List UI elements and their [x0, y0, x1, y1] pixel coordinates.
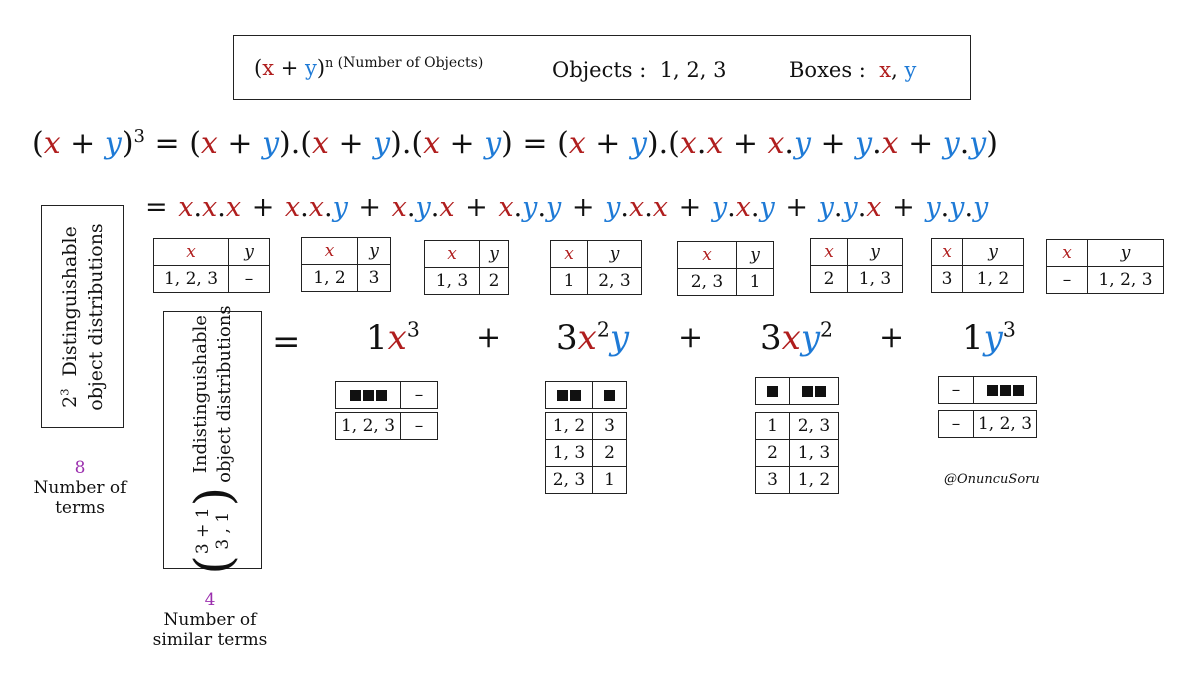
- header-y: y: [358, 238, 391, 265]
- ball-icon: [1000, 385, 1011, 396]
- plus-sign: +: [476, 320, 502, 355]
- plus: +: [561, 192, 606, 223]
- ball-icon: [767, 386, 778, 397]
- header-x: x: [932, 239, 963, 266]
- watermark: @OnuncuSoru: [944, 472, 1040, 487]
- ball-icon: [815, 386, 826, 397]
- ball-icon: [557, 390, 568, 401]
- collected-term: $3xy^2$: [760, 317, 834, 358]
- cell-y: 3: [593, 413, 627, 440]
- coefficient: 1: [962, 318, 984, 358]
- product-term: y.x.y: [711, 192, 775, 223]
- collected-term: $3x^2y$: [556, 317, 630, 358]
- objects-value: 1, 2, 3: [659, 58, 727, 82]
- block-table: [545, 381, 627, 409]
- distribution-table: [301, 237, 391, 292]
- product-term: x.y.x: [391, 192, 455, 223]
- header-x: x: [678, 242, 737, 269]
- block-table: [938, 376, 1037, 404]
- assignment-table: [545, 412, 627, 494]
- objects-label: Objects : 1, 2, 3: [552, 58, 727, 82]
- distribution-table: [931, 238, 1024, 293]
- terms-count-value: 8: [74, 458, 86, 478]
- y-blocks: [790, 378, 839, 405]
- x-blocks: –: [939, 377, 974, 404]
- header-y: y: [229, 239, 270, 266]
- plus: +: [347, 192, 392, 223]
- cell-x: 1, 2, 3: [154, 266, 229, 293]
- cell-y: –: [401, 413, 438, 440]
- cell-y: 2: [480, 268, 509, 295]
- x-blocks: [546, 382, 593, 409]
- plus: +: [668, 192, 712, 223]
- boxes-label: Boxes : x, y: [789, 58, 917, 82]
- ball-icon: [570, 390, 581, 401]
- distribution-table: [810, 238, 903, 293]
- cell-x: 1, 2: [546, 413, 593, 440]
- indistinguishable-label-1: Indistinguishable: [189, 315, 211, 474]
- similar-terms-count-value: 4: [204, 590, 216, 610]
- header-y: y: [963, 239, 1024, 266]
- header-x: x: [1047, 240, 1088, 267]
- cell-y: 1: [737, 269, 774, 296]
- header-x: x: [154, 239, 229, 266]
- cell-x: 3: [756, 467, 790, 494]
- header-y: y: [588, 241, 642, 268]
- header-y: y: [1088, 240, 1164, 267]
- x-blocks: [756, 378, 790, 405]
- equals-sign: =: [272, 322, 301, 362]
- assignment-table: [335, 412, 438, 440]
- ball-icon: [350, 390, 361, 401]
- distribution-table: [424, 240, 509, 295]
- product-term: y.y.x: [818, 192, 882, 223]
- exponent-note: (Number of Objects): [337, 55, 484, 71]
- cell-y: 1, 2, 3: [1088, 267, 1164, 294]
- ball-icon: [987, 385, 998, 396]
- product-term: x.x.x: [178, 192, 242, 223]
- general-formula: $(x + y)^n$ $^{(Number of Objects)}$: [254, 55, 484, 80]
- header-x: x: [425, 241, 480, 268]
- cell-y: 2, 3: [588, 268, 642, 295]
- cell-x: 1, 3: [425, 268, 480, 295]
- cell-y: 1, 2: [963, 266, 1024, 293]
- header-y: y: [737, 242, 774, 269]
- expansion-line-1: $(x + y)^3 = (x + y).(x + y).(x + y) = (x + y).(x.x + x.y + y.x + y.y)$: [32, 126, 998, 161]
- plus-sign: +: [678, 320, 704, 355]
- binomial-coefficient: ( 3 + 1 3 , 1 ): [183, 486, 242, 575]
- header-y: y: [480, 241, 509, 268]
- product-term: x.x.y: [284, 192, 348, 223]
- header-x: x: [811, 239, 848, 266]
- assignment-table: [938, 410, 1037, 438]
- expansion-line-2: [145, 192, 988, 223]
- coefficient: 3: [760, 318, 782, 358]
- cell-y: 1, 2: [790, 467, 839, 494]
- distribution-table: [153, 238, 270, 293]
- y-blocks: [593, 382, 627, 409]
- power-2-3: $2^3$: [57, 388, 81, 408]
- block-table: [755, 377, 839, 405]
- cell-x: –: [939, 411, 974, 438]
- similar-terms-count: 4 Number of similar terms: [145, 590, 275, 650]
- indistinguishable-label-2: object distributions: [213, 305, 235, 483]
- header-box: [233, 35, 971, 100]
- cell-x: 1: [551, 268, 588, 295]
- cell-y: 2, 3: [790, 413, 839, 440]
- x-blocks: [336, 382, 401, 409]
- cell-x: –: [1047, 267, 1088, 294]
- cell-x: 1, 3: [546, 440, 593, 467]
- equals: =: [145, 192, 179, 223]
- coefficient: 3: [556, 318, 578, 358]
- cell-y: 1, 3: [848, 266, 903, 293]
- cell-y: 1, 3: [790, 440, 839, 467]
- distribution-table: [677, 241, 774, 296]
- plus: +: [454, 192, 499, 223]
- cell-x: 2: [756, 440, 790, 467]
- plus: +: [241, 192, 285, 223]
- distinguishable-label-2: object distributions: [84, 222, 107, 411]
- cell-x: 1, 2, 3: [336, 413, 401, 440]
- distribution-table: [1046, 239, 1164, 294]
- product-term: y.x.x: [605, 192, 669, 223]
- cell-x: 2, 3: [546, 467, 593, 494]
- cell-x: 3: [932, 266, 963, 293]
- plus-sign: +: [879, 320, 905, 355]
- distinguishable-box: [41, 205, 124, 428]
- cell-y: –: [229, 266, 270, 293]
- distribution-table: [550, 240, 642, 295]
- cell-y: 1: [593, 467, 627, 494]
- ball-icon: [1013, 385, 1024, 396]
- header-y: y: [848, 239, 903, 266]
- indistinguishable-box: [163, 305, 262, 575]
- ball-icon: [802, 386, 813, 397]
- collected-term: $1y^3$: [962, 317, 1016, 358]
- block-table: [335, 381, 438, 409]
- cell-x: 2, 3: [678, 269, 737, 296]
- terms-count: 8 Number of terms: [25, 458, 135, 518]
- cell-x: 2: [811, 266, 848, 293]
- header-x: x: [302, 238, 358, 265]
- collected-term: $1x^3$: [366, 317, 420, 358]
- cell-x: 1: [756, 413, 790, 440]
- coefficient: 1: [366, 318, 388, 358]
- product-term: x.y.y: [498, 192, 562, 223]
- cell-y: 2: [593, 440, 627, 467]
- product-term: y.y.y: [925, 192, 989, 223]
- cell-y: 1, 2, 3: [974, 411, 1037, 438]
- plus: +: [774, 192, 819, 223]
- plus: +: [881, 192, 926, 223]
- ball-icon: [376, 390, 387, 401]
- ball-icon: [604, 390, 615, 401]
- distinguishable-label-1: Distinguishable: [58, 225, 81, 376]
- ball-icon: [363, 390, 374, 401]
- y-blocks: –: [401, 382, 438, 409]
- y-blocks: [974, 377, 1037, 404]
- cell-x: 1, 2: [302, 265, 358, 292]
- header-x: x: [551, 241, 588, 268]
- assignment-table: [755, 412, 839, 494]
- cell-y: 3: [358, 265, 391, 292]
